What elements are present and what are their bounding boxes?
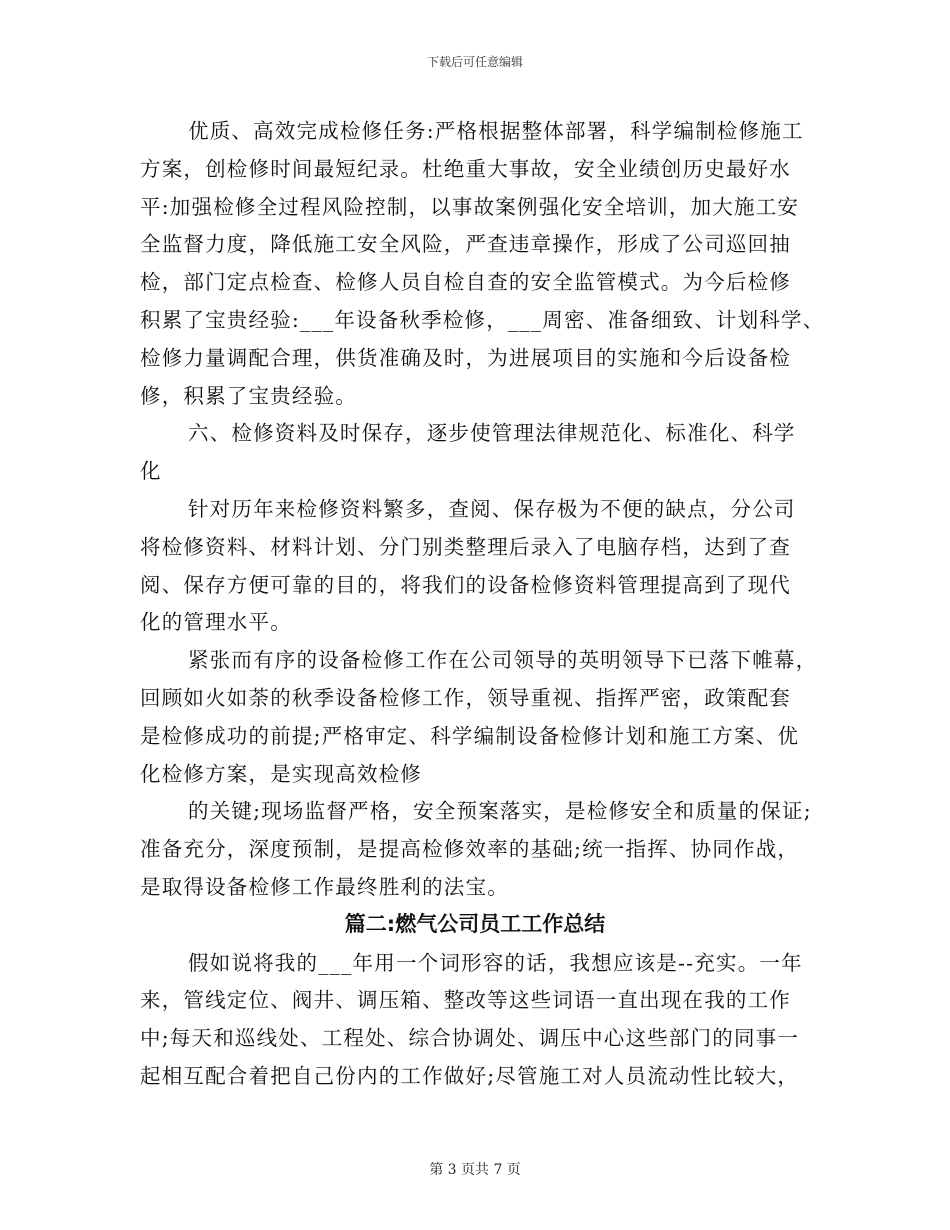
paragraph-line: 阅、保存方便可靠的目的，将我们的设备检修资料管理提高到了现代 — [140, 573, 791, 597]
paragraph-line: 方案，创检修时间最短纪录。杜绝重大事故，安全业绩创历史最好水 — [140, 157, 791, 181]
page-header: 下载后可任意编辑 — [426, 55, 523, 69]
paragraph-line: 检修力量调配合理，供货准确及时，为进展项目的实施和今后设备检 — [140, 346, 791, 370]
paragraph-line: 化检修方案，是实现高效检修 — [140, 762, 423, 786]
paragraph-line: 全监督力度，降低施工安全风险，严查违章操作，形成了公司巡回抽 — [140, 232, 791, 256]
paragraph-line: 化 — [140, 459, 162, 483]
paragraph-line: 针对历年来检修资料繁多，查阅、保存极为不便的缺点，分公司 — [188, 497, 796, 521]
paragraph-line: 化的管理水平。 — [140, 610, 292, 634]
paragraph-line: 来，管线定位、阀井、调压箱、整改等这些词语一直出现在我的工作 — [140, 988, 791, 1012]
paragraph-line: 检，部门定点检查、检修人员自检自查的安全监管模式。为今后检修 — [140, 270, 791, 294]
paragraph-line: 优质、高效完成检修任务:严格根据整体部署，科学编制检修施工 — [188, 119, 804, 143]
paragraph-line: 积累了宝贵经验:___年设备秋季检修，___周密、准备细致、计划科学、 — [140, 308, 825, 332]
paragraph-line: 平:加强检修全过程风险控制，以事故案例强化安全培训，加大施工安 — [140, 195, 800, 219]
page-footer: 第 3 页共 7 页 — [429, 1162, 521, 1178]
paragraph-line: 假如说将我的___年用一个词形容的话，我想应该是--充实。一年 — [188, 951, 803, 975]
paragraph-line: 起相互配合着把自己份内的工作做好;尽管施工对人员流动性比较大， — [140, 1064, 800, 1088]
section-heading: 篇二:燃气公司员工工作总结 — [344, 912, 606, 936]
paragraph-line: 回顾如火如荼的秋季设备检修工作，领导重视、指挥严密，政策配套 — [140, 686, 791, 710]
paragraph-line: 紧张而有序的设备检修工作在公司领导的英明领导下已落下帷幕， — [188, 648, 818, 672]
paragraph-line: 准备充分，深度预制，是提高检修效率的基础;统一指挥、协同作战， — [140, 837, 800, 861]
paragraph-line: 将检修资料、材料计划、分门别类整理后录入了电脑存档，达到了查 — [140, 535, 791, 559]
paragraph-line: 是取得设备检修工作最终胜利的法宝。 — [140, 875, 509, 899]
paragraph-line: 修，积累了宝贵经验。 — [140, 384, 357, 408]
paragraph-line: 六、检修资料及时保存，逐步使管理法律规范化、标准化、科学 — [188, 421, 796, 445]
paragraph-line: 是检修成功的前提;严格审定、科学编制设备检修计划和施工方案、优 — [140, 724, 800, 748]
paragraph-line: 的关键;现场监督严格，安全预案落实，是检修安全和质量的保证; — [188, 799, 812, 823]
paragraph-line: 中;每天和巡线处、工程处、综合协调处、调压中心这些部门的同事一 — [140, 1026, 800, 1050]
